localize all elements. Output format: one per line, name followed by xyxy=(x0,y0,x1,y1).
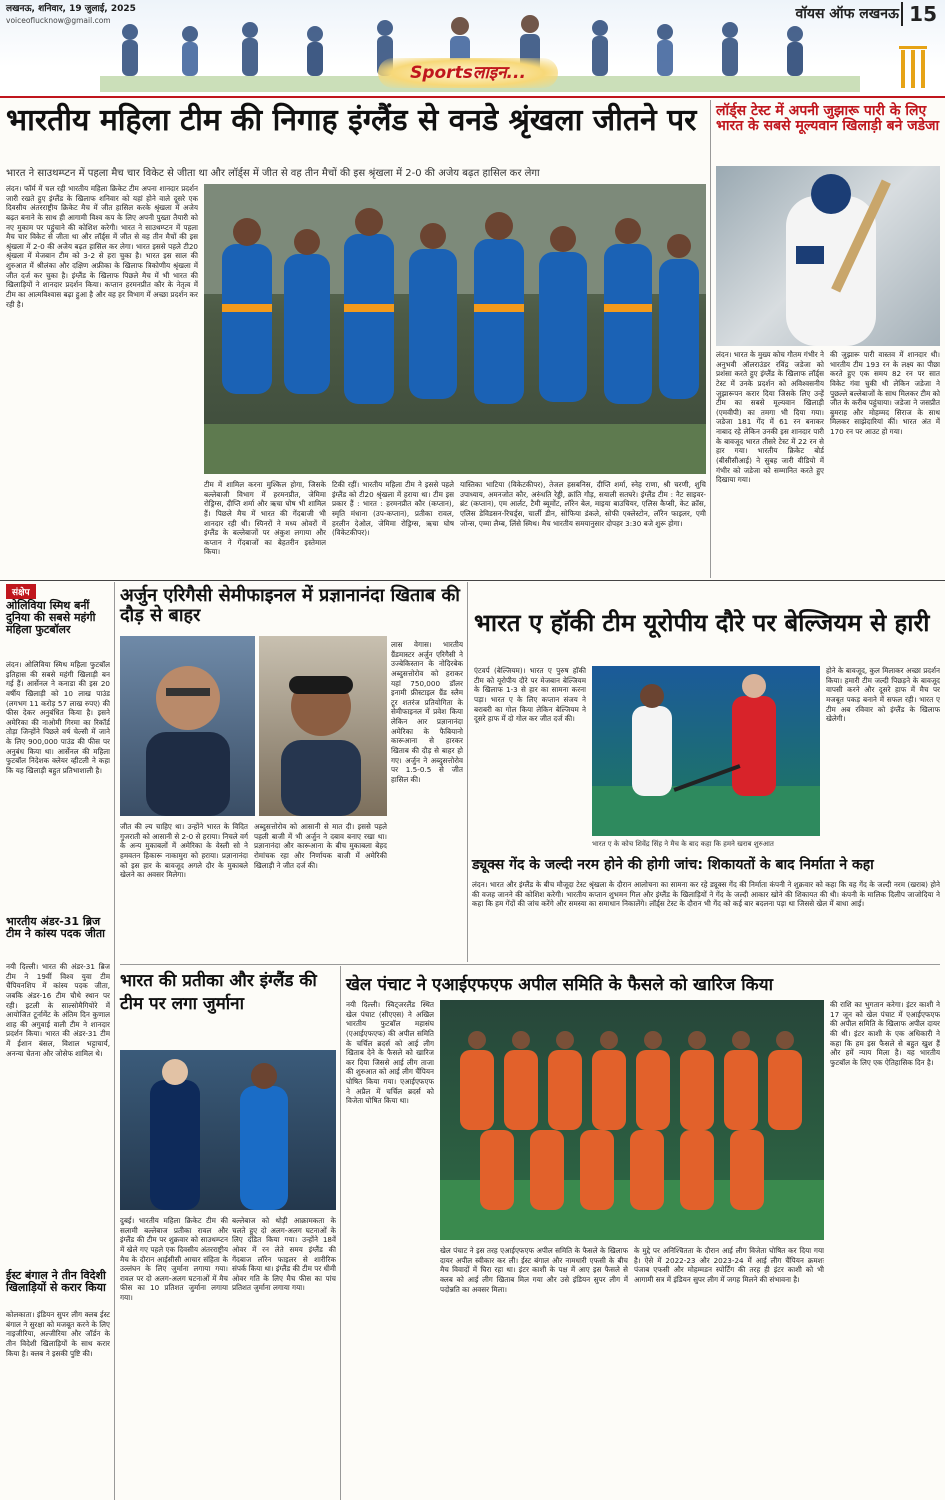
chess-photo-2 xyxy=(259,636,387,816)
lead-body-col1: लंदन। फॉर्म में चल रही भारतीय महिला क्रिकेट टीम अपना शानदार प्रदर्शन जारी रखते हुए इंग्लैंड के खिलाफ शनिवार को यहां होने वाले दूसरे एक दिवसीय अंतरराष्ट्रीय क्रिकेट मैच में जीत हासिल करके श्रृंखला में अजेय बढ़त बनाने के साथ ही आगामी विश्व कप के लिए अपनी पुख्ता तैयारी को नए मुकाम पर पहुंचाने की कोशिश करेगी। भारत ने साउथम्प्टन में पहला मैच चार विकेट से जीता था और लॉर्ड्स में जीत से वह तीन मैचों की इस श्रृंखला में 2-0 की अजेय बढ़त हासिल कर लेगा। भारत इससे पहले टी20 श्रृंखला में मेजबान टीम को 3-2 से हरा चुका है। भारत इस साल की शुरुआत में श्रीलंका और दक्षिण अफ्रीका के खिलाफ त्रिकोणीय श्रृंखला में जीत दर्ज कर चुका है। इंग्लैंड के खिलाफ पिछले मैच में भी भारत की खिलाड़ियों ने शानदार प्रदर्शन किया। कप्तान हरमनप्रीत कौर के नेतृत्व में टीम का आत्मविश्वास बढ़ा हुआ है और वह हर विभाग में अच्छा प्रदर्शन कर रही है। xyxy=(6,184,198,309)
briefs-label: संक्षेप xyxy=(6,584,36,599)
hockey-action-photo xyxy=(592,666,820,836)
aiff-body-col4: की राशि का भुगतान करेगा। इंटर काशी ने 17 जून को खेल पंचाट में एआईएफएफ की अपील समिति के खिलाफ अपील दायर की थी। इंटर काशी के एक अधिकारी ने कहा कि हम इस फैसले से बहुत खुश हैं और हमें न्याय मिला है। यह भारतीय फुटबॉल के लिए एक ऐतिहासिक दिन है। xyxy=(830,1000,940,1067)
dateline: लखनऊ, शनिवार, 19 जुलाई, 2025 xyxy=(6,4,136,14)
section-logo xyxy=(378,58,558,88)
jadeja-body-col1: लंदन। भारत के मुख्य कोच गौतम गंभीर ने अनुभवी ऑलराउंडर रविंद्र जडेजा को प्रशंसा करते हुए इंग्लैंड के खिलाफ लॉर्ड्स टेस्ट में उनके प्रदर्शन को अविश्वसनीय जुझारूपन करार दिया जिसके लिए उन्हें टीम का सबसे मूल्यवान खिलाड़ी (एमवीपी) का तमगा भी दिया गया। जडेजा 181 गेंद में 61 रन बनाकर नाबाद रहे लेकिन उनकी इस शानदार पारी के बावजूद भारत तीसरे टेस्ट में 22 रन से हार गया। भारतीय क्रिकेट बोर्ड (बीसीसीआई) ने सुबह जारी वीडियो में गंभीर को जडेजा को सम्मानित करते हुए दिखाया गया। xyxy=(716,350,824,485)
brief1-body: लंदन। ओलिविया स्मिथ महिला फुटबॉल इतिहास की सबसे महंगी खिलाड़ी बन गई हैं। आर्सेनल ने कनाडा की इस 20 वर्षीय खिलाड़ी को 10 लाख पाउंड (लगभग 11 करोड़ 57 लाख रुपए) की फीस देकर अनुबंधित किया है। इसने अमेरिका की नाओमी गिरमा का रिकॉर्ड तोड़ा जिन्होंने पिछले वर्ष चेल्सी में जाने के लिए 900,000 पाउंड की फीस पर अनुबंध किया था। आर्सेनल की महिला फुटबॉल निदेशक क्लेयर व्हीटली ने कहा कि यह खिलाड़ी बहुत प्रतिभाशाली है। xyxy=(6,660,110,776)
brief2-body: नयी दिल्ली। भारत की अंडर-31 ब्रिज टीम ने 19वीं विश्व युवा टीम चैंपियनशिप में कांस्य पदक जीता, जबकि अंडर-16 टीम चौथे स्थान पर रही। इटली के साल्सोमैगियोरे में आयोजित टूर्नामेंट के अंतिम दिन कुणाल शाह की अगुवाई वाली टीम ने शानदार प्रदर्शन किया। भारत की अंडर-31 टीम में ईशान बंसल, विशाल भट्टाचार्य, अनन्या चेतना और जोसेफ शामिल थे। xyxy=(6,962,110,1058)
pratika-headline: भारत की प्रतीका और इंग्लैंड की टीम पर लगा जुर्माना xyxy=(120,971,317,1014)
brief2-headline: भारतीय अंडर-31 ब्रिज टीम ने कांस्य पदक जीता xyxy=(6,915,106,941)
chess-body-col1: लास वेगास। भारतीय ग्रैंडमास्टर अर्जुन एरिगैसी ने उज्बेकिस्तान के नोदिरबेक अब्दुसत्तोरोव को हराकर यहां 750,000 डॉलर इनामी फ्रीस्टाइल ग्रैंड स्लैम टूर शतरंज प्रतियोगिता के सेमीफाइनल में प्रवेश किया लेकिन आर प्रज्ञानानंदा अमेरिका के फैबियानो कारूआना से हारकर खिताब की दौड़ से बाहर हो गए। अर्जुन ने अब्दुसत्तोरोव पर 1.5-0.5 से जीत हासिल की। xyxy=(391,640,463,784)
hockey-body-col1: एंटवर्प (बेल्जियम)। भारत ए पुरुष हॉकी टीम को यूरोपीय दौरे पर मेजबान बेल्जियम के खिलाफ 1-3 से हार का सामना करना पड़ा। भारत ए के लिए कप्तान संजय ने बराबरी का गोल किया लेकिन बेल्जियम ने दूसरे हाफ में दो गोल कर जीत दर्ज की। xyxy=(474,666,586,724)
divider xyxy=(710,100,711,578)
batsman-photo xyxy=(716,166,940,346)
pratika-body-col1: दुबई। भारतीय महिला क्रिकेट टीम की सलामी बल्लेबाज प्रतीका रावल और इंग्लैंड की टीम पर शुक्रवार को साउथम्प्टन में खेले गए पहले एक दिवसीय अंतरराष्ट्रीय मैच के दौरान आईसीसी आचार संहिता के उल्लंघन के लिए जुर्माना लगाया गया। रावल पर दो अलग-अलग घटनाओं में मैच फीस का 10 प्रतिशत जुर्माना लगाया गया। xyxy=(120,1216,228,1303)
hockey-body-col2: होने के बावजूद, कुल मिलाकर अच्छा प्रदर्शन किया। हमारी टीम जल्दी पिछड़ने के बावजूद वापसी करने और दूसरे हाफ में मैच पर मजबूत पकड़ बनाने में सफल रही। भारत ए टीम अब रविवार को इंग्लैंड के खिलाफ खेलेगी। xyxy=(826,666,940,724)
jadeja-headline: लॉर्ड्स टेस्ट में अपनी जुझारू पारी के लिए भारत के सबसे मूल्यवान खिलाड़ी बने जडेजा xyxy=(716,103,940,135)
jadeja-photo xyxy=(716,166,940,346)
aiff-body-col2: खेल पंचाट ने इस तरह एआईएफएफ अपील समिति के फैसले के खिलाफ दायर अपील स्वीकार कर ली। ईस्ट बंगाल और नामधारी एफसी के बीच मैच विवादों में घिरा रहा था। इंटर काशी के पक्ष में आए इस फैसले से क्लब को आई लीग खिताब मिल गया और उसे इंडियन सुपर लीग में पदोन्नति का अवसर मिला। xyxy=(440,1246,628,1294)
lead-photo xyxy=(204,184,706,474)
dukes-headline: ड्यूक्स गेंद के जल्दी नरम होने की होगी जांच: शिकायतों के बाद निर्माता ने कहा xyxy=(472,857,874,873)
stumps-icon xyxy=(893,44,933,94)
chess-player-photo xyxy=(120,636,255,816)
paper-name: वॉयस ऑफ लखनऊ xyxy=(795,6,899,22)
aiff-photo xyxy=(440,1000,824,1240)
aiff-headline: खेल पंचाट ने एआईएफएफ अपील समिति के फैसले को खारिज किया xyxy=(346,975,773,995)
brief1-headline: ओलिविया स्मिथ बनीं दुनिया की सबसे महंगी महिला फुटबॉलर xyxy=(6,599,96,637)
hockey-headline: भारत ए हॉकी टीम यूरोपीय दौरे पर बेल्जियम से हारी xyxy=(474,609,930,637)
masthead xyxy=(0,0,945,98)
section-logo-text: Sportsलाइन... xyxy=(410,63,526,83)
chess-photo-1 xyxy=(120,636,255,816)
brief3-body: कोलकाता। इंडियन सुपर लीग क्लब ईस्ट बंगाल ने सुरक्षा को मजबूत करने के लिए नाइजीरिया, अल्जीरिया और जॉर्डन के तीन विदेशी खिलाड़ियों के साथ करार किया है। क्लब ने इसकी पुष्टि की। xyxy=(6,1310,110,1358)
lead-headline: भारतीय महिला टीम की निगाह इंग्लैंड से वनडे श्रृंखला जीतने पर xyxy=(6,103,697,138)
jadeja-body-col2: की जुझारू पारी वास्तव में शानदार थी। भारतीय टीम 193 रन के लक्ष्य का पीछा करते हुए एक समय 82 रन पर सात विकेट गंवा चुकी थी लेकिन जडेजा ने पुछल्ले बल्लेबाजों के साथ मिलकर टीम को जीत के करीब पहुंचाया। जडेजा ने जसप्रीत बुमराह और मोहम्मद सिराज के साथ मिलकर साझेदारियां कीं। भारत अंत में 170 रन पर आउट हो गया। xyxy=(830,350,940,437)
football-team-photo xyxy=(440,1000,824,1240)
divider xyxy=(114,582,115,1500)
players-celebrating-photo xyxy=(204,184,706,474)
divider xyxy=(0,580,945,581)
chess-body-col2: जीत की ल्य चाहिए था। उन्होंने भारत के विदित गुजराती को आसानी से 2-0 से हराया। निचले वर्ग के अन्य मुकाबलों में अमेरिका के वेस्ली सो ने हमवतन हिकारू नाकामुरा को हराया। प्रज्ञानानंदा को इस हार के बावजूद अगले दौर के मुकाबले खेलने का अवसर मिलेगा। xyxy=(120,822,248,880)
lead-body-col4: यास्तिका भाटिया (विकेटकीपर), तेजल हसबनिस, दीप्ति शर्मा, स्नेह राणा, श्री चरणी, शुचि उपाध्याय, अमनजोत कौर, अरुंधति रेड्डी, क्रांति गौड़, सयाली सतघरे। इंग्लैंड टीम : नैट साइवर-ब्रंट (कप्तान), एम आर्लट, टैमी ब्यूमोंट, लॉरेन बेल, माइया बाउचियर, एलिस कैप्सी, केट क्रॉस, एलिस डेविडसन-रिचर्ड्स, चार्ली डीन, सोफिया डंकले, सोफी एक्लेस्टोन, लॉरेन फाइलर, एमी जोन्स, एम्मा लैम्ब, लिंसे स्मिथ। मैच भारतीय समयानुसार दोपहर 3:30 बजे शुरू होगा। xyxy=(460,480,706,528)
pratika-body-col2: बल्लेबाज को थोड़ी आक्रामकता के चलते हुए दो अलग-अलग घटनाओं के लिए दंडित किया गया। उन्होंने 18वें ओवर में रन लेते समय इंग्लैंड की गेंदबाज लॉरेन फाइलर से शारीरिक संपर्क किया था। इंग्लैंड की टीम पर धीमी ओवर गति के लिए मैच फीस का पांच प्रतिशत जुर्माना लगाया गया। xyxy=(232,1216,336,1293)
dukes-body: लंदन। भारत और इंग्लैंड के बीच मौजूदा टेस्ट श्रृंखला के दौरान आलोचना का सामना कर रहे ड्यूक्स गेंद की निर्माता कंपनी ने शुक्रवार को कहा कि वह गेंद के जल्दी नरम (खराब) होने की वजह जानने की कोशिश करेगी। भारतीय कप्तान शुभमन गिल और इंग्लैंड के खिलाड़ियों ने गेंद के जल्दी आकार खोने की शिकायत की थी। कंपनी के मालिक दिलीप जाजोदिया ने कहा कि हम गेंदों की जांच करेंगे और समस्या का समाधान निकालेंगे। लॉर्ड्स टेस्ट के दौरान भी गेंद को कई बार बदलना पड़ा था जिससे खेल में बाधा आई। xyxy=(472,880,940,909)
brief3-headline: ईस्ट बंगाल ने तीन विदेशी खिलाड़ियों से करार किया xyxy=(6,1269,106,1295)
divider xyxy=(120,964,940,965)
pratika-photo xyxy=(120,1050,336,1210)
lead-subhead: भारत ने साउथम्प्टन में पहला मैच चार विकेट से जीता था और लॉर्ड्स में जीत से वह तीन मैचों की इस श्रृंखला में 2-0 की अजेय बढ़त हासिल कर लेगा xyxy=(6,168,540,179)
lead-body-col3: टिकी रहीं। भारतीय महिला टीम ने इससे पहले इंग्लैंड को टी20 श्रृंखला में हराया था। टीम इस प्रकार हैं : भारत : हरमनप्रीत कौर (कप्तान), स्मृति मंधाना (उप-कप्तान), प्रतीका रावल, हरलीन देओल, जेमिमा रोड्रिग्स, ऋचा घोष (विकेटकीपर)। xyxy=(332,480,454,538)
email: voiceoflucknow@gmail.com xyxy=(6,16,111,25)
aiff-body-col3: के मुद्दे पर अनिश्चितता के दौरान आई लीग विजेता घोषित कर दिया गया है। ऐसे में 2022-23 और 2023-24 में आई लीग चैंपियन क्रमशः पंजाब एफसी और मोहम्मडन स्पोर्टिंग की तरह ही इंटर काशी को भी आगामी सत्र में इंडियन सुपर लीग में जगह मिलने की संभावना है। xyxy=(634,1246,824,1284)
cricket-players-photo xyxy=(120,1050,336,1210)
chess-body-col3: अब्दुसत्तोरोव को आसानी से मात दी। इससे पहले पहली बाजी में भी अर्जुन ने दबाव बनाए रखा था। प्रज्ञानानंदा और कारूआना के बीच मुकाबला बेहद रोमांचक रहा और निर्णायक बाजी में अमेरिकी खिलाड़ी ने जीत दर्ज की। xyxy=(254,822,387,870)
chess-player-photo xyxy=(259,636,387,816)
page-number: 15 xyxy=(901,2,937,26)
lead-body-col2: टीम में शामिल करना मुश्किल होगा, जिसके बल्लेबाजी विभाग में हरमनप्रीत, जेमिमा रोड्रिग्स, दीप्ति शर्मा और ऋचा घोष भी शामिल हैं। पिछले मैच में भारत की गेंदबाजी भी शानदार रही थी। स्पिनरों ने मध्य ओवरों में इंग्लैंड के बल्लेबाजों पर अंकुश लगाया और कप्तान ने गेंदबाजों का बेहतरीन इस्तेमाल किया। xyxy=(204,480,326,557)
aiff-body-col1: नयी दिल्ली। स्विट्जरलैंड स्थित खेल पंचाट (सीएएस) ने अखिल भारतीय फुटबॉल महासंघ (एआईएफएफ) की अपील समिति के चर्चिल ब्रदर्स को आई लीग खिताब देने के फैसले को खारिज कर दिया जिससे आई लीग ताजा की शुरुआत को आई लीग चैंपियन घोषित किया गया। एआईएफएफ ने अप्रैल में चर्चिल ब्रदर्स को विजेता घोषित किया था। xyxy=(346,1000,434,1106)
hockey-photo xyxy=(592,666,820,836)
divider xyxy=(340,966,341,1500)
divider xyxy=(467,582,468,962)
chess-headline: अर्जुन एरिगैसी सेमीफाइनल में प्रज्ञानानंदा खिताब की दौड़ से बाहर xyxy=(120,585,460,626)
hockey-caption: भारत ए के कोच शिवेंद्र सिंह ने मैच के बाद कहा कि हमने खराब शुरुआत xyxy=(592,840,774,848)
